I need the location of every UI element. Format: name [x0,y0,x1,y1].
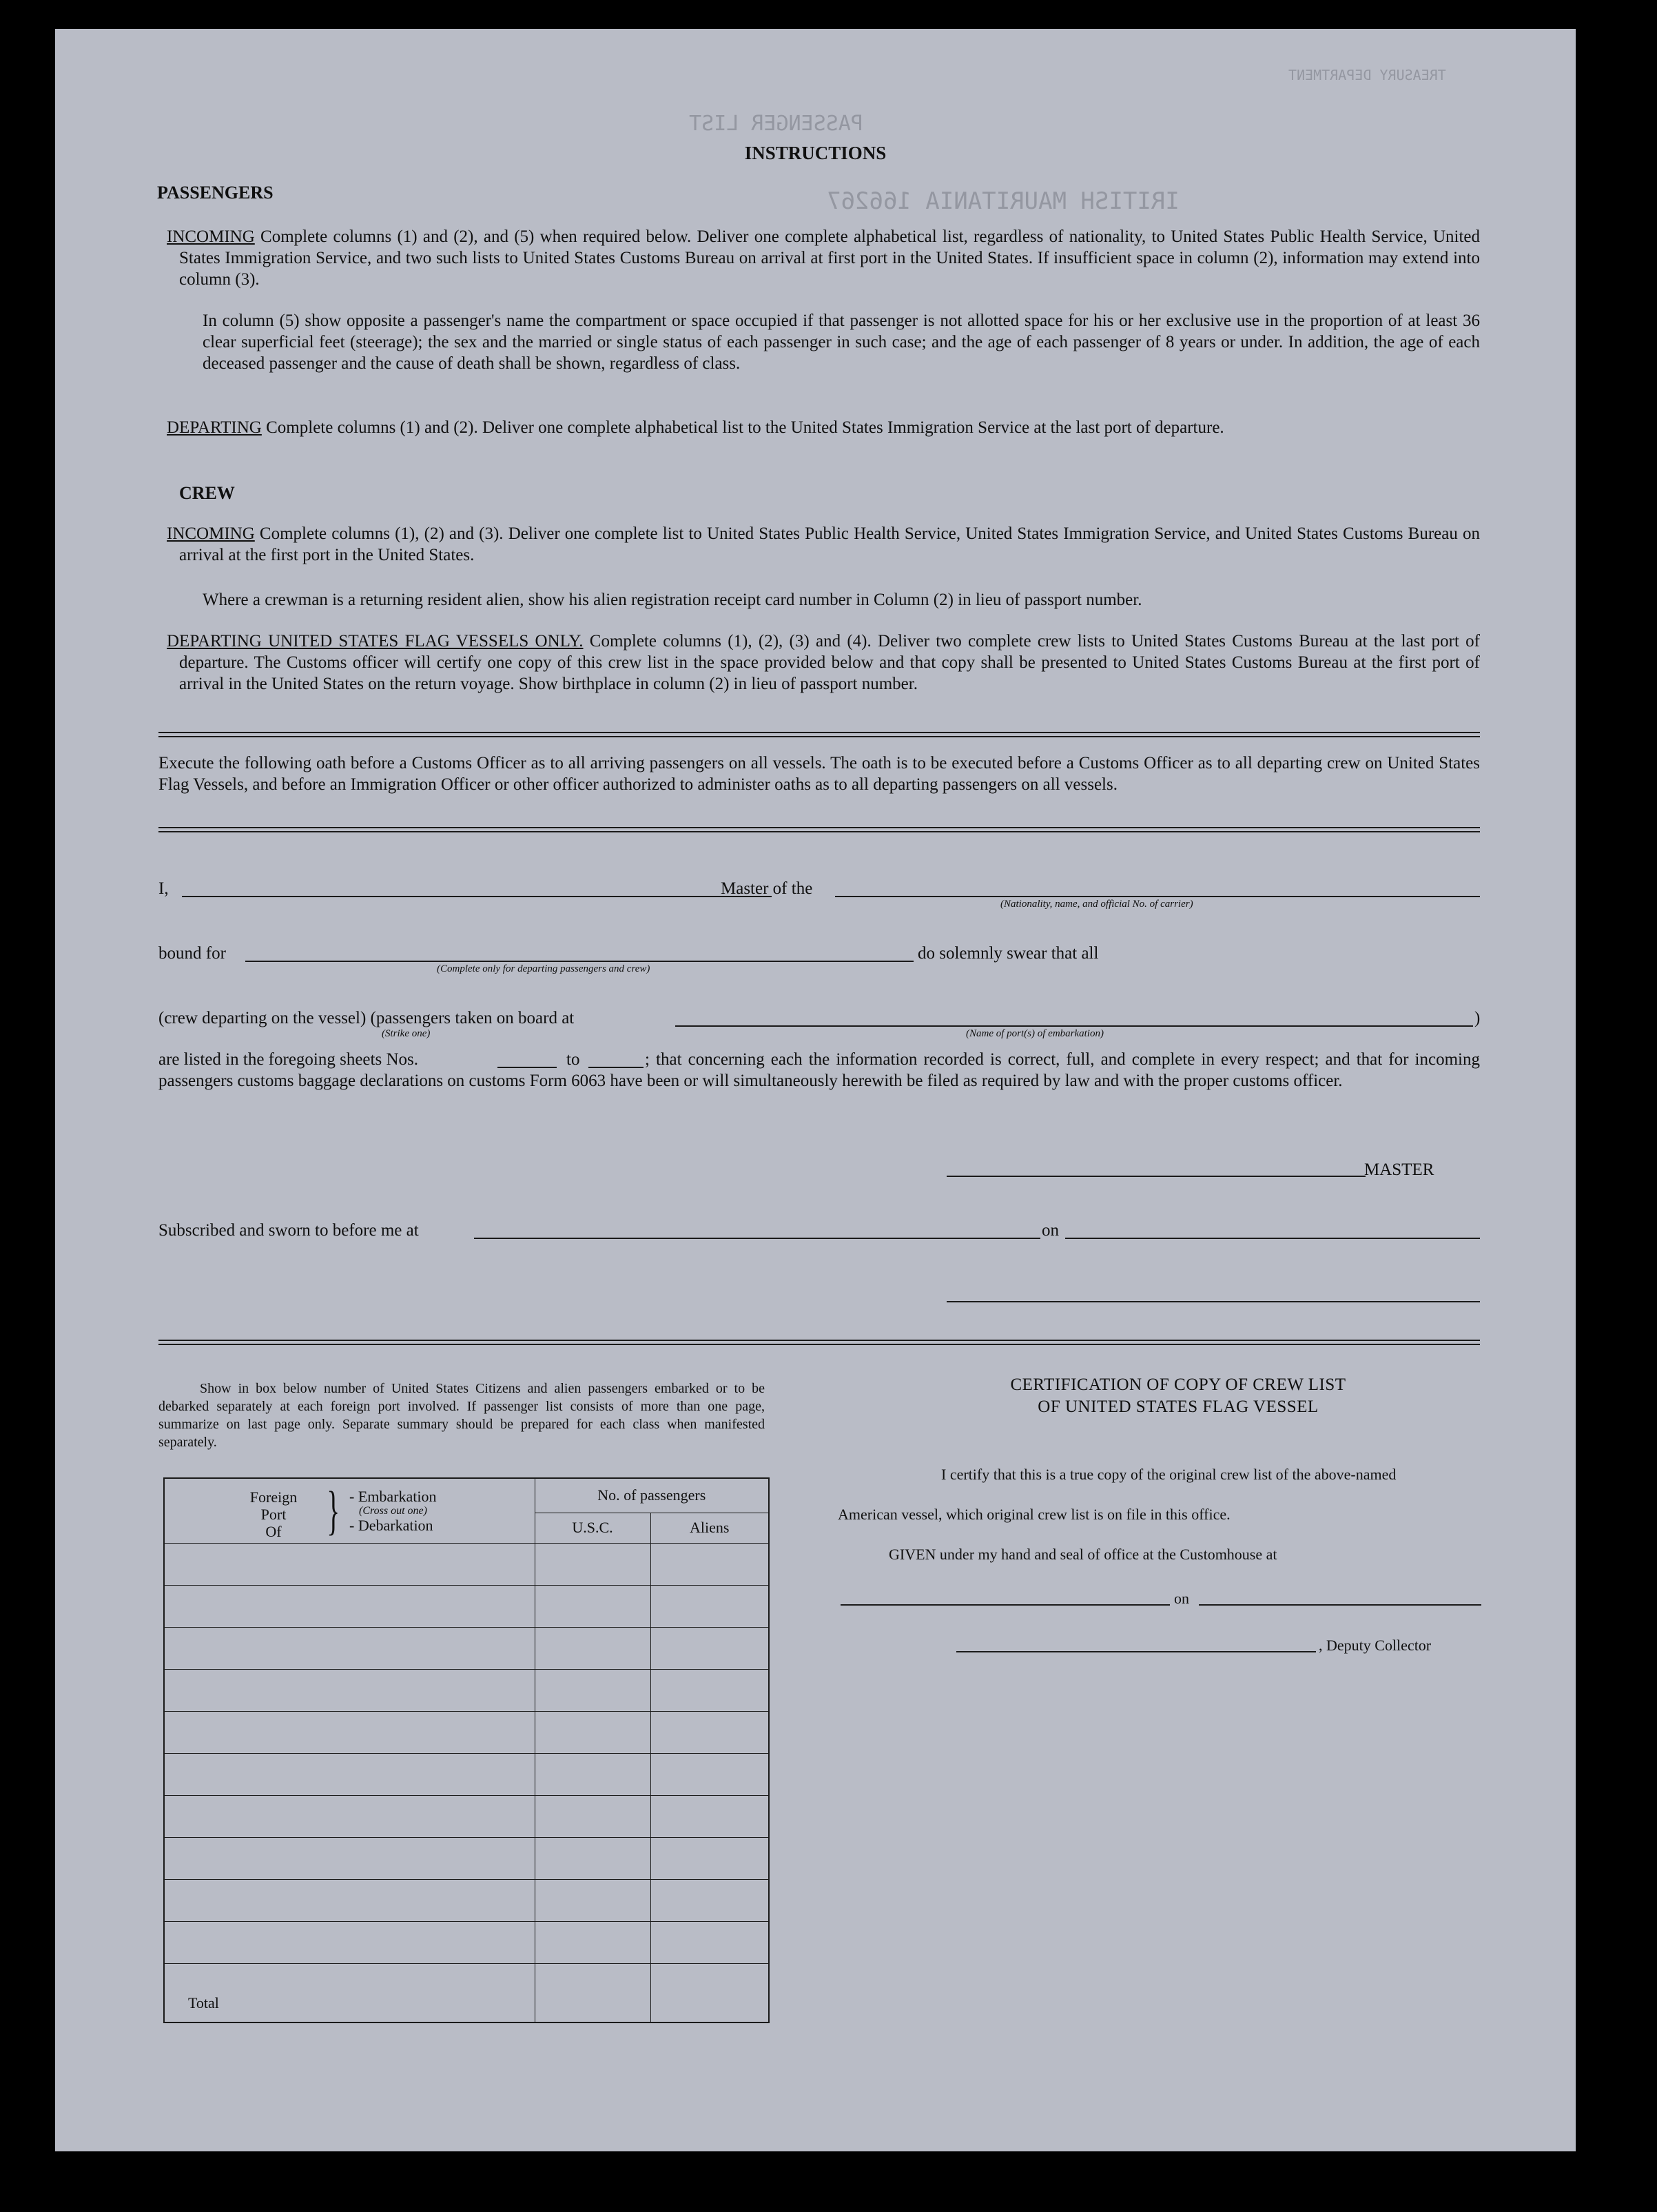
summary-cell[interactable] [650,1921,769,1963]
crew-incoming-text: Complete columns (1), (2) and (3). Deliver one complete list to United States Public Health Service, United States Immigration Service, and United States Customs Bureau on arrival at the first port in the United States. [179,524,1480,564]
brace-glyph: } [327,1480,340,1540]
col-aliens: Aliens [650,1513,769,1543]
crew-departing-label: (crew departing on the vessel) (passengers taken on board at [158,1009,575,1027]
passengers-departing-text: Complete columns (1) and (2). Deliver one complete alphabetical list to the United States Immigration Service at the last port of departure. [261,418,1224,437]
summary-cell[interactable] [650,1753,769,1795]
summary-cell[interactable] [164,1753,535,1795]
master-signature-line[interactable] [947,1176,1366,1177]
summary-cell[interactable] [164,1837,535,1879]
summary-cell[interactable] [535,1879,650,1921]
summary-cell[interactable] [650,1543,769,1585]
summary-cell[interactable] [535,1921,650,1963]
total-usc-cell[interactable] [535,1963,650,2022]
listed-sheets-text: are listed in the foregoing sheets Nos. [158,1050,418,1069]
passengers-departing-label: DEPARTING [167,418,262,437]
summary-cell[interactable] [164,1795,535,1837]
summary-cell[interactable] [535,1837,650,1879]
summary-cell[interactable] [164,1627,535,1669]
total-label: Total [188,1994,219,2011]
show-through-bleed: TREASURY DEPARTMENT [1288,67,1446,83]
crew-heading: CREW [179,483,235,503]
col-port: Port [260,1506,287,1523]
summary-cell[interactable] [650,1669,769,1711]
summary-instruction: Show in box below number of United States Citizens and alien passengers embarked or to be debarked separately at each foreign port involved. If passenger list consists of more than one page, summarize on last page only. Separate summary should be prepared for each class when manifested separately. [158,1381,765,1450]
sworn-place-field[interactable] [474,1238,1040,1239]
sworn-on-label: on [1042,1221,1059,1240]
deputy-collector-label: , Deputy Collector [1319,1637,1432,1654]
ports-caption: (Name of port(s) of embarkation) [966,1028,1104,1039]
certify-text-1: I certify that this is a true copy of the original crew list of the above-named [941,1466,1397,1483]
swear-label: do solemnly swear that all [918,944,1099,963]
total-row-label [164,1963,535,2022]
embarkation-ports-field[interactable] [675,1025,1473,1027]
summary-cell[interactable] [535,1543,650,1585]
col-foreign: Foreign [249,1488,298,1506]
summary-cell[interactable] [164,1585,535,1627]
summary-cell[interactable] [164,1921,535,1963]
crew-departing-label: DEPARTING UNITED STATES FLAG VESSELS ONLY. [167,632,584,651]
summary-cell[interactable] [164,1543,535,1585]
section-divider [158,1340,1480,1345]
passengers-incoming-paragraph [167,226,1480,290]
section-divider [158,827,1480,832]
col-debarkation: - Debarkation [349,1517,433,1534]
certification-date-field[interactable] [1199,1604,1481,1606]
listed-to-label: to [566,1050,580,1069]
master-label: MASTER [1364,1160,1434,1179]
subscribed-label: Subscribed and sworn to before me at [158,1221,419,1240]
carrier-caption: (Nationality, name, and official No. of carrier) [1000,899,1193,910]
passengers-heading: PASSENGERS [157,183,274,203]
summary-cell[interactable] [535,1795,650,1837]
master-name-field[interactable] [182,896,772,897]
certification-on-label: on [1174,1590,1189,1607]
col-cross-out: (Cross out one) [359,1505,427,1517]
oath-i-label: I, [158,879,169,898]
strike-caption: (Strike one) [382,1028,431,1039]
sworn-date-field[interactable] [1065,1238,1480,1239]
carrier-field[interactable] [835,896,1480,897]
crew-departing-paragraph [167,631,1480,695]
summary-cell[interactable] [650,1627,769,1669]
summary-cell[interactable] [535,1711,650,1753]
page-title: INSTRUCTIONS [744,143,887,163]
section-divider [158,732,1480,737]
passengers-column5-paragraph: In column (5) show opposite a passenger's name the compartment or space occupied if that passenger is not allotted space for his or her exclusive use in the proportion of at least 36 clear superficial feet (steerage); the sex and the married or single status of each passenger in such case; and the age of each passenger of 8 years or under. In addition, the age of each deceased passenger and the cause of death shall be shown, regardless of class. [203,311,1480,373]
bound-for-field[interactable] [245,961,914,962]
show-through-bleed: IRITISH MAURITANIA 166267 [827,187,1180,215]
crew-departing-text: Complete columns (1), (2), (3) and (4). Deliver two complete crew lists to United States Customs Bureau at the last port of departure. The Customs officer will certify one copy of this crew list in the space provided below and that copy shall be presented to United States Customs Bureau at the first port of arrival in the United States on the return voyage. Show birthplace in column (2) in lieu of passport number. [179,632,1480,693]
passengers-incoming-label: INCOMING [167,227,255,246]
foreign-port-header [164,1478,535,1543]
certification-title-2: OF UNITED STATES FLAG VESSEL [1038,1397,1319,1416]
summary-cell[interactable] [535,1627,650,1669]
col-no-passengers: No. of passengers [535,1478,769,1513]
summary-cell[interactable] [164,1669,535,1711]
show-through-bleed: PASSENGER LIST [689,112,863,136]
summary-cell[interactable] [650,1585,769,1627]
document-sheet [55,29,1576,2151]
col-of: Of [265,1523,282,1540]
certify-text-2: American vessel, which original crew list is on file in this office. [838,1506,1231,1523]
passenger-summary-table [163,1477,770,2023]
customhouse-place-field[interactable] [841,1604,1170,1606]
listed-certification-text: ; that concerning each the information recorded is correct, full, and complete in every respect; and that for incoming passengers customs baggage declarations on customs Form 6063 have been or will simultaneously herewith be filed as required by law and with the proper customs officer. [158,1050,1480,1090]
summary-cell[interactable] [164,1879,535,1921]
col-embarkation: - Embarkation [349,1488,437,1505]
passengers-incoming-text: Complete columns (1) and (2), and (5) when required below. Deliver one complete alphabetical list, regardless of nationality, to United States Public Health Service, United States Immigration Service, and two such lists to United States Customs Bureau on arrival at first port in the United States. If insufficient space in column (2), information may extend into column (3). [179,227,1480,289]
crew-incoming-label: INCOMING [167,524,255,543]
crew-incoming-paragraph [167,523,1480,566]
officer-signature-line[interactable] [947,1301,1480,1302]
bound-for-label: bound for [158,944,226,963]
oath-instruction: Execute the following oath before a Customs Officer as to all arriving passengers on all vessels. The oath is to be executed before a Customs Officer as to all departing crew on United States Flag Vessels, and before an Immigration Officer or other officer authorized to administer oaths as to all departing passengers on all vessels. [158,754,1480,794]
total-aliens-cell[interactable] [650,1963,769,2022]
summary-cell[interactable] [535,1753,650,1795]
summary-cell[interactable] [535,1669,650,1711]
summary-cell[interactable] [535,1585,650,1627]
summary-cell[interactable] [650,1711,769,1753]
summary-cell[interactable] [650,1879,769,1921]
given-text: GIVEN under my hand and seal of office at the Customhouse at [889,1546,1277,1563]
certification-title-1: CERTIFICATION OF COPY OF CREW LIST [1010,1375,1346,1394]
col-usc: U.S.C. [535,1513,650,1543]
summary-cell[interactable] [650,1837,769,1879]
bound-for-caption: (Complete only for departing passengers and crew) [437,963,650,974]
summary-cell[interactable] [164,1711,535,1753]
passengers-departing-paragraph [167,417,1480,438]
crew-resident-paragraph: Where a crewman is a returning resident alien, show his alien registration receipt card number in Column (2) in lieu of passport number. [203,591,1142,609]
close-paren: ) [1474,1009,1481,1027]
master-of-label: Master of the [721,879,813,898]
deputy-signature-line[interactable] [956,1651,1316,1652]
summary-cell[interactable] [650,1795,769,1837]
